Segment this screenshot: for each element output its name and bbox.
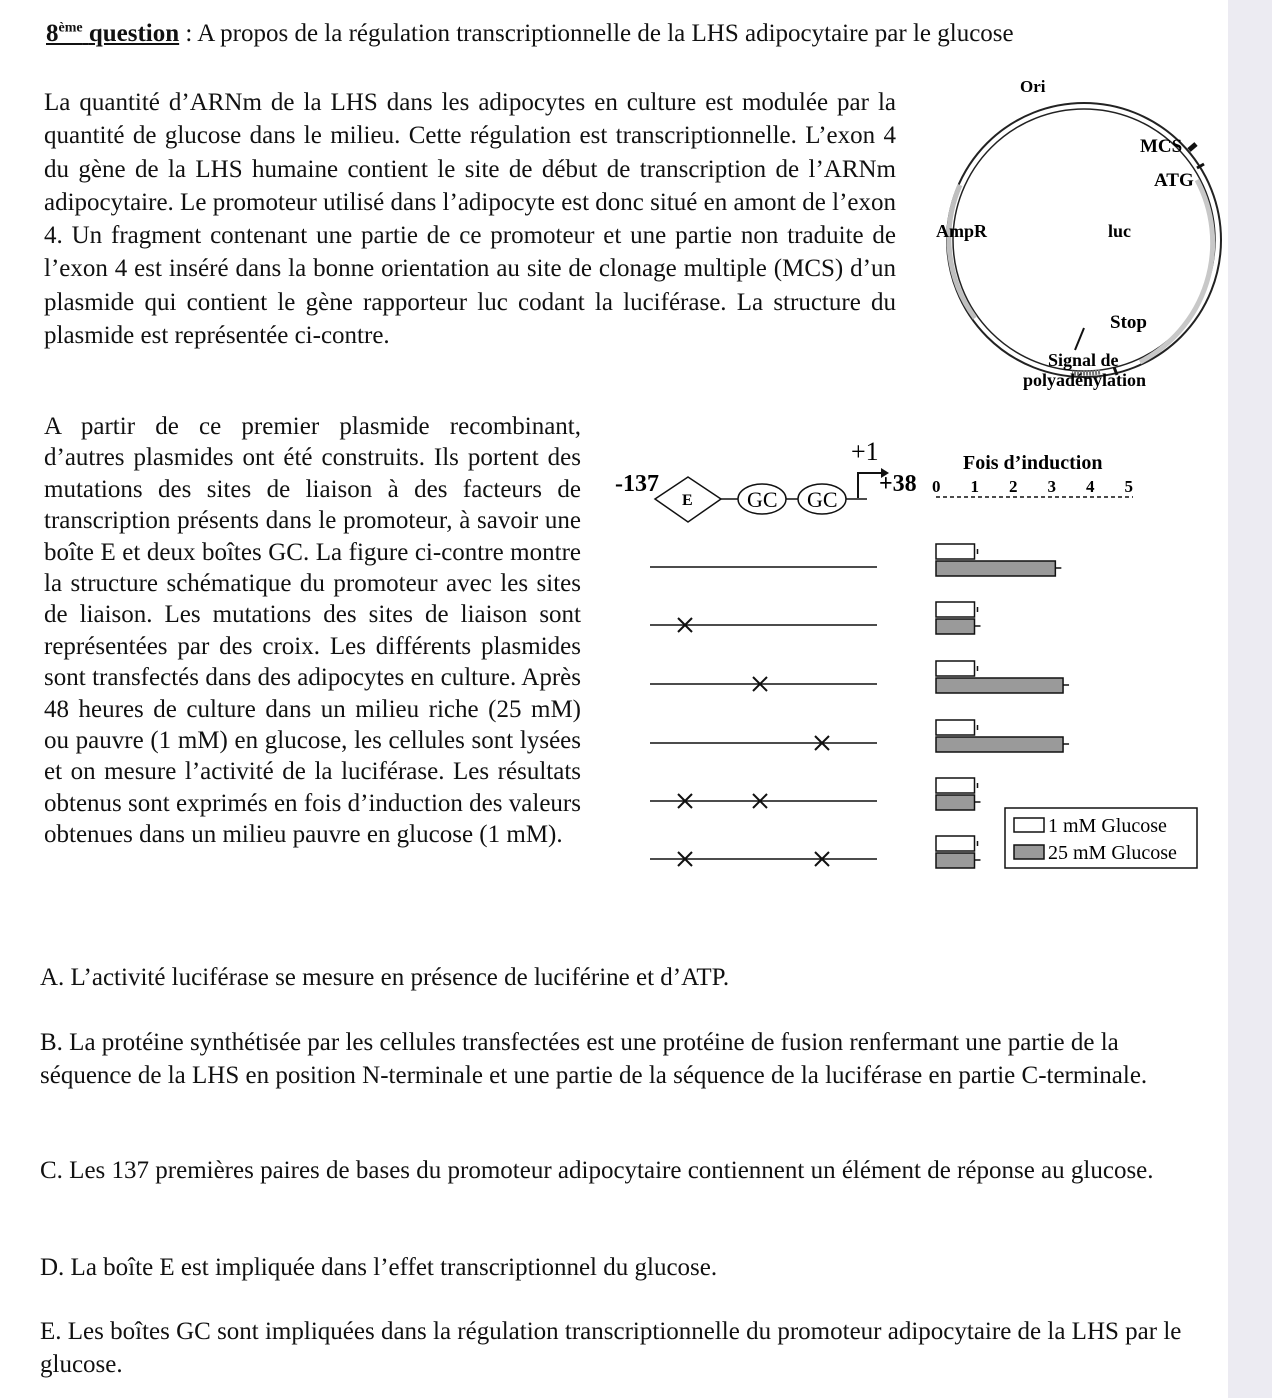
axis-tick-label: 2 bbox=[1009, 477, 1018, 496]
signal-pointer bbox=[1075, 328, 1084, 350]
promoter-schematic bbox=[615, 437, 917, 522]
promoter-figure bbox=[605, 428, 1205, 898]
answer-option[interactable]: D. La boîte E est impliquée dans l’effet transcriptionnel du glucose. bbox=[40, 1254, 718, 1281]
mcs-mark bbox=[1189, 144, 1196, 150]
legend bbox=[1005, 808, 1197, 868]
gc-box-1-label: GC bbox=[747, 487, 778, 512]
question-title bbox=[46, 20, 1014, 48]
bar-25mm bbox=[936, 561, 1055, 576]
promoter-start-label: -137 bbox=[615, 471, 659, 497]
bar-1mm bbox=[936, 544, 975, 559]
bar-25mm bbox=[936, 795, 975, 810]
tss-arrow bbox=[858, 473, 881, 498]
ori-label: Ori bbox=[1020, 77, 1046, 96]
legend-swatch-high bbox=[1014, 845, 1044, 859]
question-topic: : A propos de la régulation transcriptionnelle de la LHS adipocytaire par le glucose bbox=[179, 20, 1014, 47]
legend-swatch-low bbox=[1014, 818, 1044, 832]
signal-label-line2: polyadénylation bbox=[1023, 370, 1147, 390]
bar-1mm bbox=[936, 602, 975, 617]
answer-option[interactable]: A. L’activité luciférase se mesure en présence de luciférine et d’ATP. bbox=[40, 964, 730, 991]
construct-lines bbox=[650, 567, 877, 866]
axis-tick-label: 0 bbox=[932, 477, 941, 496]
legend-label-low: 1 mM Glucose bbox=[1048, 815, 1167, 837]
gc-box-2-label: GC bbox=[807, 487, 838, 512]
plasmid-diagram bbox=[900, 70, 1230, 400]
bar-25mm bbox=[936, 619, 975, 634]
chart-title: Fois d’induction bbox=[963, 452, 1103, 474]
atg-label: ATG bbox=[1154, 170, 1194, 191]
bar-1mm bbox=[936, 720, 975, 735]
bar-1mm bbox=[936, 778, 975, 793]
answer-option[interactable]: C. Les 137 premières paires de bases du promoteur adipocytaire contiennent un élément de réponse au glucose. bbox=[40, 1157, 1154, 1184]
axis-tick-label: 5 bbox=[1124, 477, 1133, 496]
bar-25mm bbox=[936, 737, 1063, 752]
axis-tick-label: 1 bbox=[970, 477, 979, 496]
bar-25mm bbox=[936, 678, 1063, 693]
legend-label-high: 25 mM Glucose bbox=[1048, 842, 1177, 864]
ampr-label: AmpR bbox=[936, 221, 988, 241]
induction-chart bbox=[932, 452, 1133, 868]
mcs-label: MCS bbox=[1140, 136, 1183, 157]
bar-25mm bbox=[936, 853, 975, 868]
stop-label: Stop bbox=[1110, 312, 1147, 333]
luc-label: luc bbox=[1108, 221, 1132, 241]
methods-paragraph: A partir de ce premier plasmide recombinant, d’autres plasmides ont été construits. Ils portent des mutations des sites de liaison à des facteurs de transcription présents dans le promoteur, à savoir une boîte E et deux boîtes GC. La figure ci-contre montre la structure schématique du promoteur avec les sites de liaison. Les mutations des sites de liaison sont représentées par des croix. Les différents plasmides sont transfectés dans des adipocytes en culture. Après 48 heures de culture dans un milieu riche (25 mM) ou pauvre (1 mM) en glucose, les cellules sont lysées et on mesure l’activité de la luciférase. Les résultats obtenus sont exprimés en fois d’induction des valeurs obtenues dans un milieu pauvre en glucose (1 mM). bbox=[44, 413, 581, 849]
answer-option[interactable]: E. Les boîtes GC sont impliquées dans la régulation transcriptionnelle du promoteur adipocytaire de la LHS par le glucose. bbox=[40, 1318, 1182, 1378]
e-box-label: E bbox=[682, 492, 693, 509]
axis-tick-label: 3 bbox=[1047, 477, 1056, 496]
bar-1mm bbox=[936, 661, 975, 676]
answer-option[interactable]: B. La protéine synthétisée par les cellules transfectées est une protéine de fusion renfermant une partie de la séquence de la LHS en position N-terminale et une partie de la séquence de la luciférase en partie C-terminale. bbox=[40, 1029, 1148, 1089]
intro-paragraph: La quantité d’ARNm de la LHS dans les adipocytes en culture est modulée par la quantité de glucose dans le milieu. Cette régulation est transcriptionnelle. L’exon 4 du gène de la LHS humaine contient le site de début de transcription de l’ARNm adipocytaire. Le promoteur utilisé dans l’adipocyte est donc situé en amont de l’exon 4. Un fragment contenant une partie de ce promoteur et une partie non traduite de l’exon 4 est inséré dans la bonne orientation au site de clonage multiple (MCS) d’un plasmide qui contient le gène rapporteur luc codant la luciférase. La structure du plasmide est représentée ci-contre. bbox=[44, 89, 896, 350]
axis-tick-label: 4 bbox=[1086, 477, 1095, 496]
luc-segment bbox=[1140, 180, 1213, 362]
page-edge-shadow bbox=[1228, 0, 1272, 1398]
question-number: 8ème question bbox=[46, 20, 180, 47]
tss-label: +1 bbox=[851, 437, 879, 466]
signal-label-line1: Signal de bbox=[1048, 350, 1119, 370]
promoter-end-label: +38 bbox=[879, 471, 917, 497]
bar-1mm bbox=[936, 836, 975, 851]
